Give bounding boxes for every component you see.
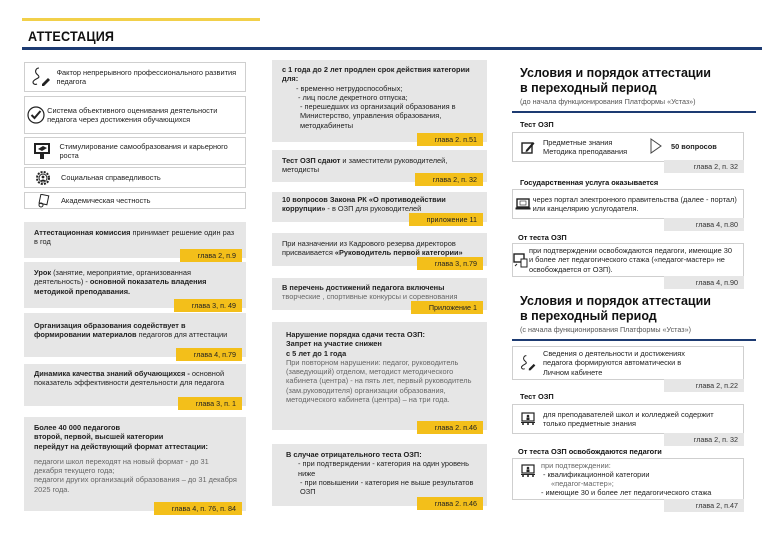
info-box-text: и заместители руководителей, методисты (282, 156, 448, 175)
info-box (272, 444, 487, 506)
info-box-bold: Тест ОЗП сдают (282, 156, 341, 165)
principle-text: Стимулирование самообразования и карьерного роста (59, 141, 228, 160)
section-label: Тест ОЗП (520, 392, 554, 401)
check-circle-icon (25, 105, 47, 125)
reference-tag: глава 3, п. 49 (174, 299, 242, 312)
info-card (512, 458, 744, 500)
reference-tag: глава 2, п.47 (664, 499, 744, 512)
card-text: Сведения о деятельности и достижениях педагога формируются автоматически в Личном кабинете (543, 349, 685, 377)
reference-tag: глава 3, п. 1 (178, 397, 242, 410)
info-box (272, 192, 487, 222)
card-text: «педагог-мастер»; (551, 479, 614, 488)
principle-item (24, 167, 246, 188)
info-box-bold: В случае отрицательного теста ОЗП: (286, 450, 422, 459)
reference-tag: глава 4, п.90 (664, 276, 744, 289)
graduation-screen-icon (25, 141, 59, 161)
info-box-bold: Организация образования содействует в формировании материалов (34, 321, 186, 340)
info-box (272, 60, 487, 142)
reference-tag: глава 2. п.46 (417, 421, 483, 434)
reference-tag: глава 2, п.22 (664, 379, 744, 392)
section-title-line: в переходный период (520, 309, 657, 323)
play-outline-icon (649, 137, 663, 157)
reference-tag: приложение 11 (409, 213, 483, 226)
section-subtitle: (до начала функционирования Платформы «Устаз») (520, 97, 696, 106)
principle-item (24, 137, 246, 165)
info-box (24, 364, 246, 406)
info-card (512, 189, 744, 219)
list-item: - при повышении - категория не выше результатов ОЗП (300, 477, 474, 496)
reference-tag: глава 2, п. 32 (664, 160, 744, 173)
info-box-text: педагоги школ переходят на новый формат - до 31 декабря текущего года; (34, 456, 209, 475)
question-count: 50 вопросов (671, 142, 717, 152)
laptop-icon (513, 197, 533, 211)
info-box-text: педагоги других организаций образования – до 31 декабря 2025 года. (34, 475, 237, 494)
section-subtitle: (с начала функционирования Платформы «Устаз») (520, 325, 691, 334)
section-title-line: Условия и порядок аттестации (520, 294, 711, 308)
info-box-bold: Нарушение порядка сдачи теста ОЗП: (286, 330, 425, 339)
card-text: - имеющие 30 и более лет педагогического стажа (541, 488, 712, 498)
info-box-text: (занятие, мероприятие, организованная деятельность) - (34, 268, 191, 287)
info-box-text: При повторном нарушении: педагог, руководитель (заведующий) отделом, методист методического кабинета (центра) - на пять лет, первый руководитель (зам.руководителя) организации образования, методического кабинета (центра) – на три года. (286, 357, 472, 404)
info-box-text: - в ОЗП для руководителей (325, 204, 422, 214)
reference-tag: глава 2, п. 32 (415, 173, 483, 186)
classroom-icon (513, 459, 543, 478)
yellow-accent-line (22, 18, 260, 21)
info-box-bold: «Руководитель первой категории» (334, 248, 463, 258)
reference-tag: глава 2. п.51 (417, 133, 483, 146)
info-card (512, 346, 744, 380)
info-box-bold: Аттестационная комиссия (34, 228, 131, 237)
card-text: Методика преподавания (543, 147, 628, 156)
info-box-text: основной показатель эффективности деятельности для педагога (34, 369, 225, 388)
info-box-text: принимает решение один раз в год (34, 228, 235, 247)
person-pen-icon (25, 66, 56, 88)
info-box-bold: основной показатель владения методикой преподавания. (34, 277, 207, 296)
info-box-bold: перейдут на действующий формат аттестации: (34, 441, 209, 451)
info-card (512, 404, 744, 434)
principle-item (24, 62, 246, 92)
page-title: АТТЕСТАЦИЯ (28, 28, 115, 44)
list-item: - лиц после декретного отпуска; (298, 92, 408, 102)
info-box-bold: с 1 года до 2 лет продлен срок действия категории для: (282, 65, 470, 84)
info-box (24, 417, 246, 511)
info-box-bold: Запрет на участие снижен (286, 339, 382, 349)
card-text: через портал электронного правительства (далее - портал) или канцелярию услугодателя. (532, 194, 737, 213)
principle-item (24, 96, 246, 134)
card-text: - квалификационной категории (543, 469, 650, 479)
card-text: для преподавателей школ и колледжей содержит только предметные знания (543, 409, 714, 428)
list-item: - перешедших из организаций образования в Министерство, управления образования, методкабинеты (300, 102, 456, 130)
section-divider (512, 111, 756, 113)
card-text: при подтверждении: (541, 460, 611, 470)
list-item: - при подтверждении - категория на один уровень ниже (298, 459, 469, 478)
classroom-icon (513, 412, 543, 426)
principle-text: Академическая честность (61, 195, 151, 205)
reference-tag: глава 2, п.9 (180, 249, 242, 262)
info-box-bold: Более 40 000 педагогов (34, 423, 121, 432)
reference-tag: глава 3, п.79 (417, 257, 483, 270)
info-box-bold: с 5 лет до 1 года (286, 348, 347, 358)
person-pen-icon (513, 354, 543, 372)
info-box-text: педагогов для аттестации (136, 330, 228, 340)
reference-tag: глава 2, п. 32 (664, 433, 744, 446)
header-divider (22, 47, 762, 50)
section-label: От теста ОЗП освобождаются педагоги (518, 447, 662, 456)
info-box (24, 262, 246, 308)
section-title-line: в переходный период (520, 81, 657, 95)
pencil-square-icon (513, 139, 543, 155)
info-box (272, 233, 487, 266)
info-box-bold: Урок (34, 268, 52, 277)
list-item: - временно нетрудоспособных; (296, 83, 403, 93)
reference-tag: глава 2. п.46 (417, 497, 483, 510)
card-text: при подтверждении освобождаются педагоги, имеющие 30 и более лет педагогического стажа («педагог-мастер» не освобождается от ОЗП). (529, 246, 732, 274)
reference-tag: глава 4, п.80 (664, 218, 744, 231)
reference-tag: глава 4, п. 76, п. 84 (154, 502, 242, 515)
principle-text: Фактор непрерывного профессионального развития педагога (56, 67, 237, 86)
info-box-text: творческие , спортивные конкурсы и соревнования (282, 292, 458, 302)
info-card (512, 243, 744, 277)
gear-person-icon (25, 170, 61, 186)
info-box-bold: 10 вопросов Закона РК «О противодействии коррупции» (282, 195, 446, 214)
info-box (272, 150, 487, 182)
section-divider (512, 339, 756, 341)
document-badge-icon (25, 194, 61, 208)
info-box-bold: второй, первой, высшей категории (34, 432, 164, 442)
section-title (520, 66, 711, 96)
info-box (24, 222, 246, 258)
card-text: Предметные знания (543, 137, 613, 147)
principle-text: Система объективного оценивания деятельности педагога через достижения обучающихся (47, 105, 218, 124)
info-box-bold: В перечень достижений педагога включены (282, 283, 445, 292)
reference-tag: глава 4, п.79 (176, 348, 242, 361)
info-box-bold: Динамика качества знаний обучающихся - (34, 369, 190, 378)
section-label: Государственная услуга оказывается (520, 178, 659, 187)
info-box (24, 313, 246, 357)
monitor-docs-icon (513, 252, 529, 268)
section-title-line: Условия и порядок аттестации (520, 66, 711, 80)
section-label: Тест ОЗП (520, 120, 554, 129)
section-title (520, 294, 711, 324)
info-box (272, 278, 487, 310)
principle-item (24, 192, 246, 209)
section-label: От теста ОЗП (518, 233, 567, 242)
reference-tag: Приложение 1 (411, 301, 483, 314)
info-box (272, 322, 487, 430)
info-box-text: При назначении из Кадрового резерва директоров присваивается (282, 239, 456, 258)
principle-text: Социальная справедливость (61, 172, 161, 182)
info-card (512, 132, 744, 162)
